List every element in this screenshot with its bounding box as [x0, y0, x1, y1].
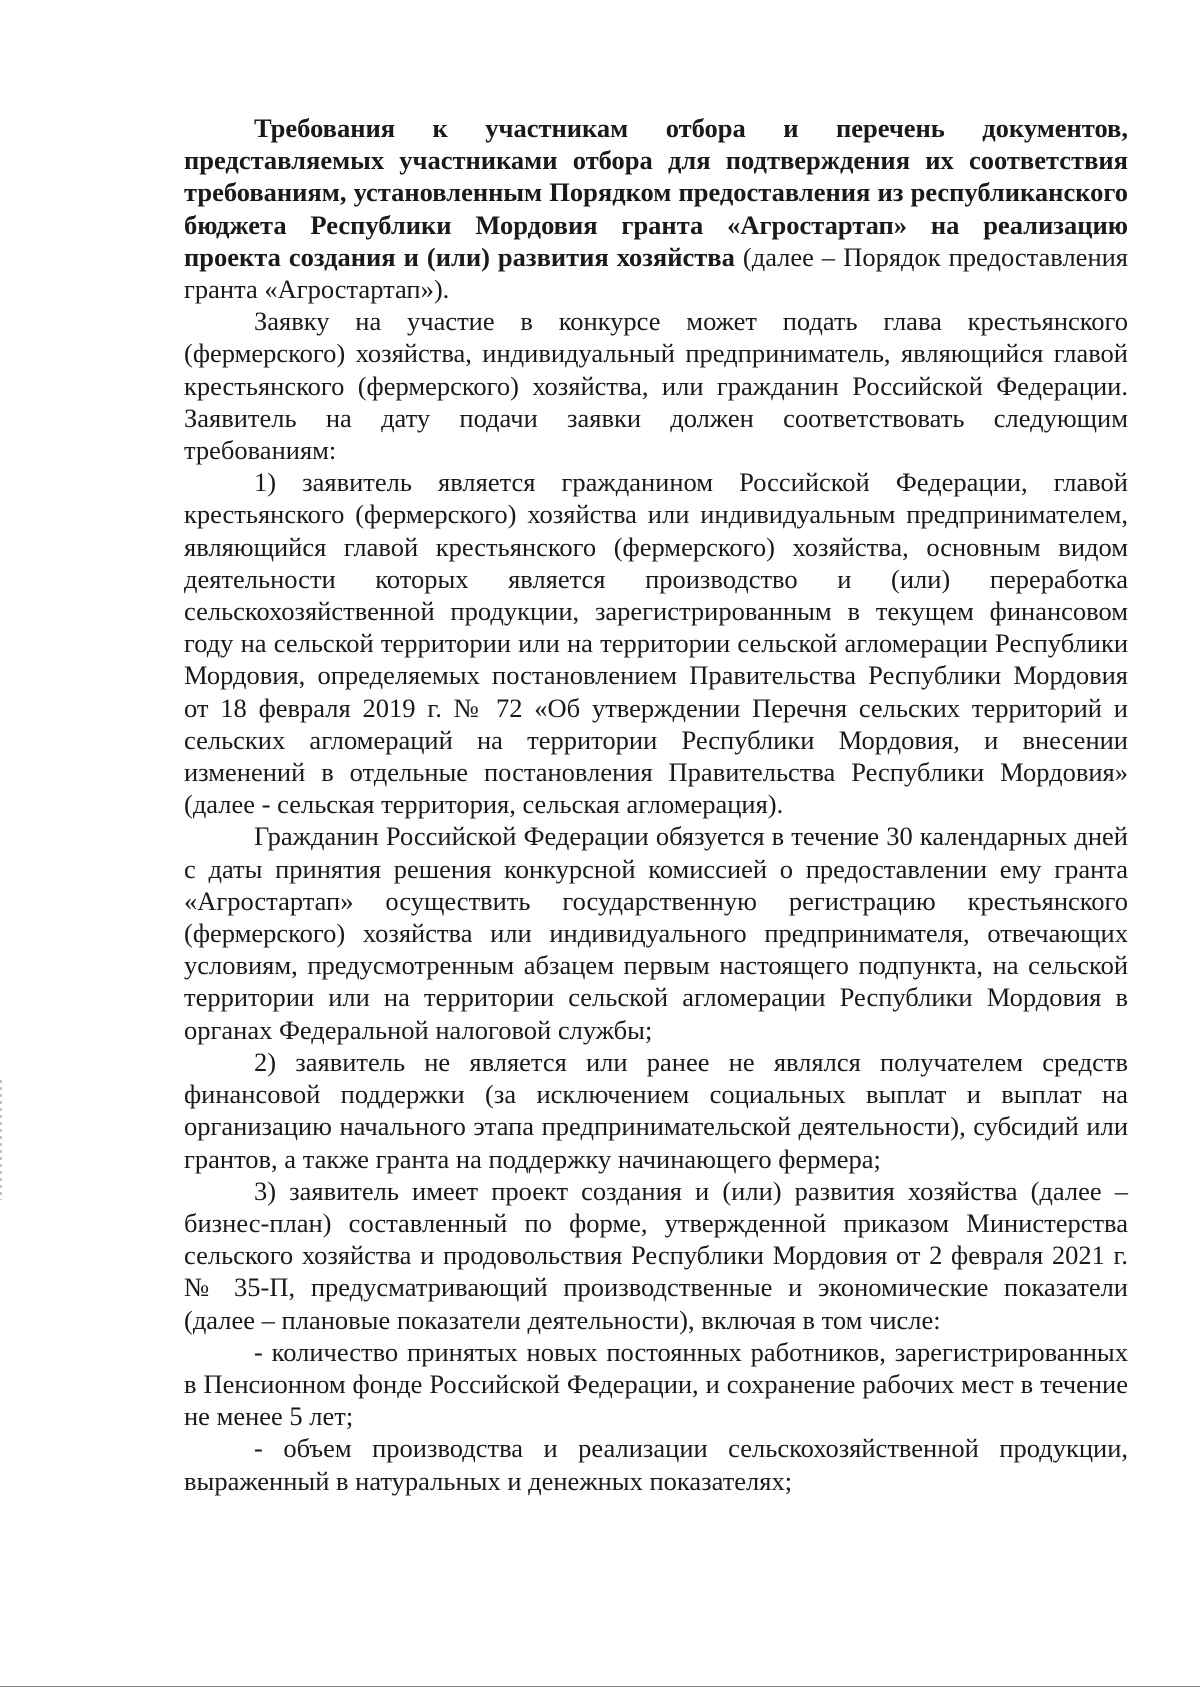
paragraph-intro: Заявку на участие в конкурсе может подать глава крестьянского (фермерского) хозяйства, индивидуальный предприниматель, являющийся главой крестьянского (фермерского) хозяйства, или гражданин Российской Федерации. Заявитель на дату подачи заявки должен соответствовать следующим требованиям:	[184, 306, 1128, 466]
scan-edge-mark	[0, 1080, 2, 1200]
document-title-continuation: (далее – Порядок предоставления гранта «Агростартап»).	[184, 241, 1128, 305]
list-item-workers: - количество принятых новых постоянных работников, зарегистрированных в Пенсионном фонде Российской Федерации, и сохранение рабочих мест в течение не менее 5 лет;	[184, 1336, 1128, 1432]
paragraph-item-1: 1) заявитель является гражданином Российской Федерации, главой крестьянского (фермерского) хозяйства или индивидуальным предпринимателем, являющийся главой крестьянского (фермерского) хозяйства, основным видом деятельности которых является производство и (или) переработка сельскохозяйственной продукции, зарегистрированным в текущем финансовом году на сельской территории или на территории сельской агломерации Республики Мордовия, определяемых постановлением Правительства Республики Мордовия от 18 февраля 2019 г. № 72 «Об утверждении Перечня сельских территорий и сельских агломераций на территории Республики Мордовия, и внесении изменений в отдельные постановления Правительства Республики Мордовия» (далее - сельская территория, сельская агломерация).	[184, 467, 1128, 820]
document-title: Требования к участникам отбора и перечень документов, представляемых участниками отбора для подтверждения их соответствия требованиям, установленным Порядком предоставления из республиканского бюджета Республики Мордовия гранта «Агростартап» на реализацию проекта создания и (или) развития хозяйства	[184, 113, 1128, 272]
document-title-paragraph	[184, 112, 1128, 305]
document-page	[184, 112, 1128, 1497]
paragraph-item-3: 3) заявитель имеет проект создания и (или) развития хозяйства (далее – бизнес-план) составленный по форме, утвержденной приказом Министерства сельского хозяйства и продовольствия Республики Мордовия от 2 февраля 2021 г. № 35-П, предусматривающий производственные и экономические показатели (далее – плановые показатели деятельности), включая в том числе:	[184, 1175, 1128, 1335]
paragraph-item-1-citizen: Гражданин Российской Федерации обязуется в течение 30 календарных дней с даты принятия решения конкурсной комиссией о предоставлении ему гранта «Агростартап» осуществить государственную регистрацию крестьянского (фермерского) хозяйства или индивидуального предпринимателя, отвечающих условиям, предусмотренным абзацем первым настоящего подпункта, на сельской территории или на территории сельской агломерации Республики Мордовия в органах Федеральной налоговой службы;	[184, 821, 1128, 1045]
scan-bottom-line	[0, 1686, 1200, 1687]
paragraph-item-2: 2) заявитель не является или ранее не являлся получателем средств финансовой поддержки (за исключением социальных выплат и выплат на организацию начального этапа предпринимательской деятельности), субсидий или грантов, а также гранта на поддержку начинающего фермера;	[184, 1046, 1128, 1174]
list-item-production: - объем производства и реализации сельскохозяйственной продукции, выраженный в натуральных и денежных показателях;	[184, 1433, 1128, 1496]
